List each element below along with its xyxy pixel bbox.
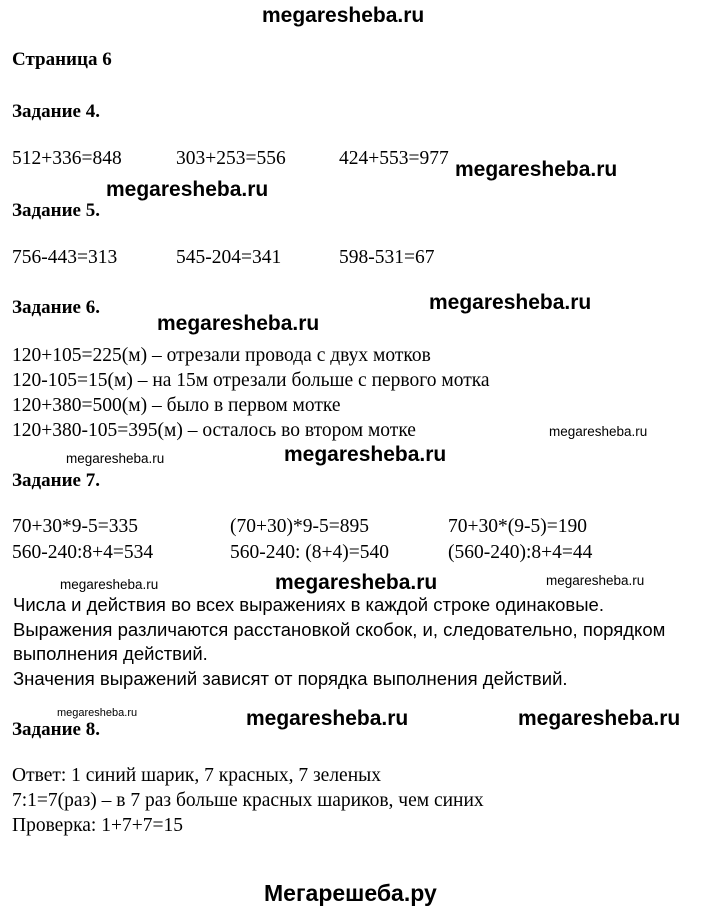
task6-heading: Задание 6. — [12, 297, 100, 318]
task7-explanation-1: Числа и действия во всех выражениях в каждой строке одинаковые. — [13, 594, 604, 615]
site-footer: Мегарешеба.ру — [264, 880, 437, 906]
watermark: megaresheba.ru — [60, 577, 159, 592]
watermark: megaresheba.ru — [106, 178, 269, 201]
watermark: megaresheba.ru — [275, 571, 438, 594]
task4-expr-1: 512+336=848 — [12, 148, 122, 169]
task7-row1-expr-3: 70+30*(9-5)=190 — [448, 516, 587, 537]
task7-explanation-2: Выражения различаются расстановкой скобок, и, следовательно, порядком — [13, 619, 666, 640]
watermark: megaresheba.ru — [246, 707, 409, 730]
watermark: megaresheba.ru — [549, 424, 648, 439]
page-title: Страница 6 — [12, 49, 112, 70]
task7-row2-expr-3: (560-240):8+4=44 — [448, 542, 593, 563]
watermark: megaresheba.ru — [157, 312, 320, 335]
task5-expr-3: 598-531=67 — [339, 247, 435, 268]
task8-line-3: Проверка: 1+7+7=15 — [12, 815, 183, 836]
watermark: megaresheba.ru — [546, 573, 645, 588]
task7-explanation-3: выполнения действий. — [13, 643, 208, 664]
task5-expr-1: 756-443=313 — [12, 247, 118, 268]
task7-row1-expr-1: 70+30*9-5=335 — [12, 516, 138, 537]
watermark: megaresheba.ru — [57, 707, 138, 719]
task8-line-2: 7:1=7(раз) – в 7 раз больше красных шариков, чем синих — [12, 790, 484, 811]
task4-heading: Задание 4. — [12, 101, 100, 122]
watermark: megaresheba.ru — [455, 158, 618, 181]
watermark: megaresheba.ru — [518, 707, 681, 730]
task5-heading: Задание 5. — [12, 200, 100, 221]
task7-explanation-4: Значения выражений зависят от порядка выполнения действий. — [13, 668, 568, 689]
watermark: megaresheba.ru — [284, 443, 447, 466]
task7-heading: Задание 7. — [12, 470, 100, 491]
task4-expr-3: 424+553=977 — [339, 148, 449, 169]
watermark: megaresheba.ru — [429, 291, 592, 314]
task8-line-1: Ответ: 1 синий шарик, 7 красных, 7 зеленых — [12, 765, 381, 786]
site-header: megaresheba.ru — [262, 4, 425, 27]
task4-expr-2: 303+253=556 — [176, 148, 286, 169]
task7-row2-expr-2: 560-240: (8+4)=540 — [230, 542, 390, 563]
task6-line-3: 120+380=500(м) – было в первом мотке — [12, 395, 341, 416]
task6-line-1: 120+105=225(м) – отрезали провода с двух мотков — [12, 345, 431, 366]
task7-row1-expr-2: (70+30)*9-5=895 — [230, 516, 369, 537]
task7-row2-expr-1: 560-240:8+4=534 — [12, 542, 154, 563]
task8-heading: Задание 8. — [12, 719, 100, 740]
watermark: megaresheba.ru — [66, 451, 165, 466]
task5-expr-2: 545-204=341 — [176, 247, 282, 268]
task6-line-4: 120+380-105=395(м) – осталось во втором мотке — [12, 420, 416, 441]
task6-line-2: 120-105=15(м) – на 15м отрезали больше с первого мотка — [12, 370, 490, 391]
